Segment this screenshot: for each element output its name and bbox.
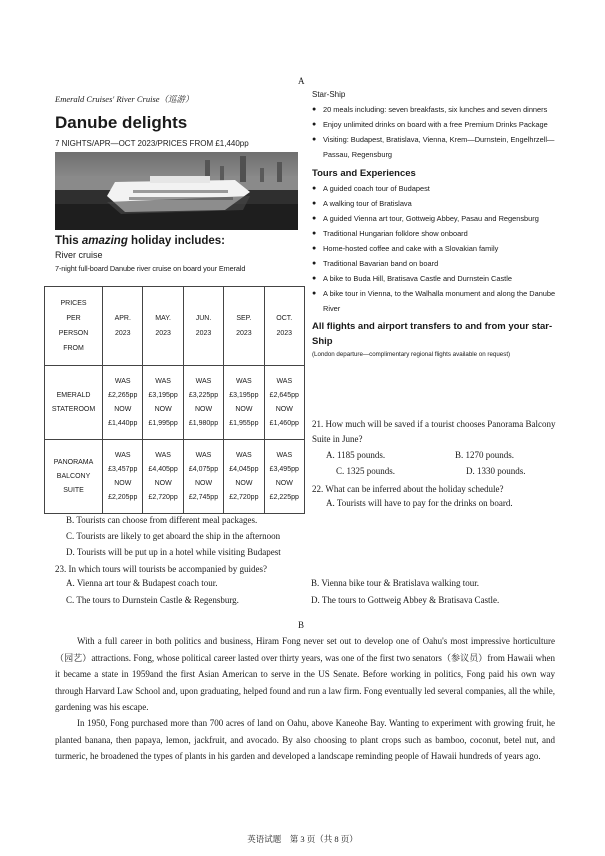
now-label: NOW <box>154 479 172 487</box>
q22-option-b: B. Tourists can choose from different meal packages. <box>66 515 258 525</box>
question-21: 21. How much will be saved if a tourist chooses Panorama Balcony Suite in June? <box>312 419 556 444</box>
q23-option-d: D. The tours to Gottweig Abbey & Bratisava Castle. <box>311 595 500 605</box>
river-cruise-label: River cruise <box>55 250 103 260</box>
was-label: WAS <box>236 377 252 385</box>
advert-dates: 7 NIGHTS/APR—OCT 2023/PRICES FROM £1,440pp <box>55 139 249 148</box>
advert-left-column <box>55 90 300 148</box>
starship-label: Star-Ship <box>312 90 346 99</box>
now-price: £2,745pp <box>188 493 219 501</box>
now-label: NOW <box>154 405 172 413</box>
transfers-heading: All flights and airport transfers to and from your star-Ship <box>312 321 553 347</box>
was-price: £4,405pp <box>148 465 178 473</box>
header-label-line: PRICES <box>60 300 87 308</box>
list-item: ● Traditional Bavarian band on board <box>312 256 557 271</box>
price-cell <box>103 366 143 440</box>
was-price: £2,265pp <box>108 391 138 399</box>
was-price: £3,225pp <box>188 391 219 399</box>
includes-heading <box>55 235 225 247</box>
month-name: JUN. <box>195 315 212 323</box>
page-footer: 英语试题 第 3 页（共 8 页） <box>247 834 358 844</box>
price-cell <box>183 366 223 440</box>
month-header-sep <box>224 287 264 366</box>
now-price: £1,980pp <box>188 419 219 427</box>
month-header-oct <box>264 287 304 366</box>
list-item: ● Visiting: Budapest, Bratislava, Vienna, Krem—Durnstein, Engelhrzell—Passau, Regensburg <box>312 132 557 162</box>
advert-subhead: Emerald Cruises' River Cruise（巡游） <box>55 94 194 104</box>
question-23: 23. In which tours will tourists be accompanied by guides? <box>55 564 267 574</box>
advert-title: Danube delights <box>55 113 188 132</box>
price-table <box>44 286 305 514</box>
now-price: £1,955pp <box>229 419 259 427</box>
q22-option-d: D. Tourists will be put up in a hotel while visiting Budapest <box>66 547 281 557</box>
q21-option-b: B. 1270 pounds. <box>455 450 515 460</box>
month-header-jun <box>183 287 223 366</box>
q21-option-d: D. 1330 pounds. <box>466 466 526 476</box>
q23-option-a: A. Vienna art tour & Budapest coach tour. <box>66 578 218 588</box>
price-cell <box>143 440 183 514</box>
q23-option-b: B. Vienna bike tour & Bratislava walking tour. <box>311 578 480 588</box>
price-cell <box>103 440 143 514</box>
now-label: NOW <box>194 405 213 413</box>
month-name: SEP. <box>236 315 252 323</box>
section-a-label: A <box>298 76 305 86</box>
month-year: 2023 <box>114 330 131 338</box>
price-cell <box>224 440 264 514</box>
month-year: 2023 <box>155 330 171 338</box>
row-label-panorama-balcony-suite <box>45 440 103 514</box>
was-label: WAS <box>195 451 212 459</box>
row-label-line: SUITE <box>63 486 84 494</box>
now-label: NOW <box>114 479 132 487</box>
now-label: NOW <box>114 405 132 413</box>
now-price: £1,460pp <box>269 419 299 427</box>
transfers-note: (London departure—complimentary regional flights available on request) <box>312 351 511 358</box>
table-row-panorama-balcony-suite <box>45 440 305 514</box>
price-table-header-row <box>45 287 305 366</box>
price-cell <box>224 366 264 440</box>
was-label: WAS <box>276 377 293 385</box>
now-price: £1,995pp <box>148 419 178 427</box>
month-name: APR. <box>114 315 131 323</box>
list-item: ● 20 meals including: seven breakfasts, six lunches and seven dinners <box>312 102 557 117</box>
q22-option-a: A. Tourists will have to pay for the drinks on board. <box>326 498 513 508</box>
includes-heading-emphasis: amazing <box>81 235 128 247</box>
includes-heading-pre: This <box>55 235 82 247</box>
list-item: ● A bike to Buda Hill, Bratisava Castle and Durnstein Castle <box>312 271 557 286</box>
was-price: £2,645pp <box>269 391 299 399</box>
river-cruise-description: 7-night full-board Danube river cruise on board your Emerald <box>55 264 246 273</box>
table-row-emerald-stateroom <box>45 366 305 440</box>
row-label-line: EMERALD <box>56 391 91 399</box>
header-label-line: PER <box>66 315 81 323</box>
price-cell <box>143 366 183 440</box>
header-label-line: PERSON <box>58 330 89 338</box>
month-year: 2023 <box>276 330 293 338</box>
now-label: NOW <box>194 479 213 487</box>
was-price: £3,495pp <box>269 465 299 473</box>
list-item: ● A guided coach tour of Budapest <box>312 181 557 196</box>
row-label-line: PANORAMA <box>53 458 94 466</box>
was-label: WAS <box>155 451 171 459</box>
was-price: £3,195pp <box>229 391 259 399</box>
cruise-ship-photo <box>55 152 298 230</box>
was-price: £4,075pp <box>188 465 219 473</box>
was-price: £3,195pp <box>148 391 178 399</box>
month-name: MAY. <box>155 315 171 323</box>
was-label: WAS <box>114 451 131 459</box>
was-label: WAS <box>195 377 212 385</box>
row-label-line: STATEROOM <box>51 405 96 413</box>
advert-right-column <box>312 90 557 358</box>
question-22: 22. What can be inferred about the holiday schedule? <box>312 484 504 494</box>
was-label: WAS <box>155 377 171 385</box>
price-table-corner-label <box>45 287 103 366</box>
month-year: 2023 <box>236 330 252 338</box>
section-b-label: B <box>298 620 305 630</box>
list-item: ● Traditional Hungarian folklore show onboard <box>312 226 557 241</box>
q23-option-c: C. The tours to Durnstein Castle & Regensburg. <box>66 595 239 605</box>
passage-b-paragraph-1: With a full career in both politics and business, Hiram Fong never set out to develop one of Oahu's most impressive horticulture（园艺）attractions. Fong, whose political career lasted over thirty years, was one of the first two senators（参议员）from Hawaii when it became a state in 1959and the first Asian American to serve in the US Senate. Before working in politics, Fong paid his own way through Harvard Law School and, upon graduating, helped found and run a law firm. Fong eventually led several companies, all the while, gardening was his escape. <box>55 636 555 712</box>
now-label: NOW <box>235 479 253 487</box>
price-cell <box>264 440 304 514</box>
starship-list <box>312 102 557 162</box>
month-header-apr <box>103 287 143 366</box>
q21-option-a: A. 1185 pounds. <box>326 450 386 460</box>
was-price: £4,045pp <box>229 465 259 473</box>
row-label-emerald-stateroom <box>45 366 103 440</box>
list-item: ● Enjoy unlimited drinks on board with a free Premium Drinks Package <box>312 117 557 132</box>
q22-option-c: C. Tourists are likely to get aboard the ship in the afternoon <box>66 531 281 541</box>
now-label: NOW <box>275 479 293 487</box>
list-item: ● A walking tour of Bratislava <box>312 196 557 211</box>
was-label: WAS <box>114 377 131 385</box>
was-label: WAS <box>276 451 293 459</box>
tours-list <box>312 181 557 316</box>
list-item: ● Home-hosted coffee and cake with a Slovakian family <box>312 241 557 256</box>
includes-heading-post: holiday includes: <box>127 235 225 247</box>
now-label: NOW <box>275 405 293 413</box>
price-cell <box>264 366 304 440</box>
list-item: ● A guided Vienna art tour, Gottweig Abbey, Pasau and Regensburg <box>312 211 557 226</box>
row-label-line: BALCONY <box>56 472 91 480</box>
now-price: £2,205pp <box>108 493 138 501</box>
price-cell <box>183 440 223 514</box>
header-label-line: FROM <box>63 345 84 353</box>
now-label: NOW <box>235 405 253 413</box>
now-price: £1,440pp <box>108 419 138 427</box>
q21-option-c: C. 1325 pounds. <box>336 466 396 476</box>
was-price: £3,457pp <box>108 465 138 473</box>
passage-b-paragraph-2: In 1950, Fong purchased more than 700 acres of land on Oahu, above Kaneohe Bay. Wanting to experiment with growing fruit, he planted banana, then papaya, lemon, jackfruit, and avocado. By also choosing to plant crops such as bamboo, coconut, betel nut, and turmeric, he broadened the types of plants in his garden and developed a landscape reminding people of Hawaii hundreds of years ago. <box>55 718 555 761</box>
month-name: OCT. <box>276 315 293 323</box>
month-header-may <box>143 287 183 366</box>
now-price: £2,225pp <box>269 493 299 501</box>
now-price: £2,720pp <box>148 493 178 501</box>
tours-heading: Tours and Experiences <box>312 168 416 179</box>
list-item: ● A bike tour in Vienna, to the Walhalla monument and along the Danube River <box>312 286 557 316</box>
now-price: £2,720pp <box>229 493 259 501</box>
was-label: WAS <box>236 451 252 459</box>
month-year: 2023 <box>195 330 212 338</box>
